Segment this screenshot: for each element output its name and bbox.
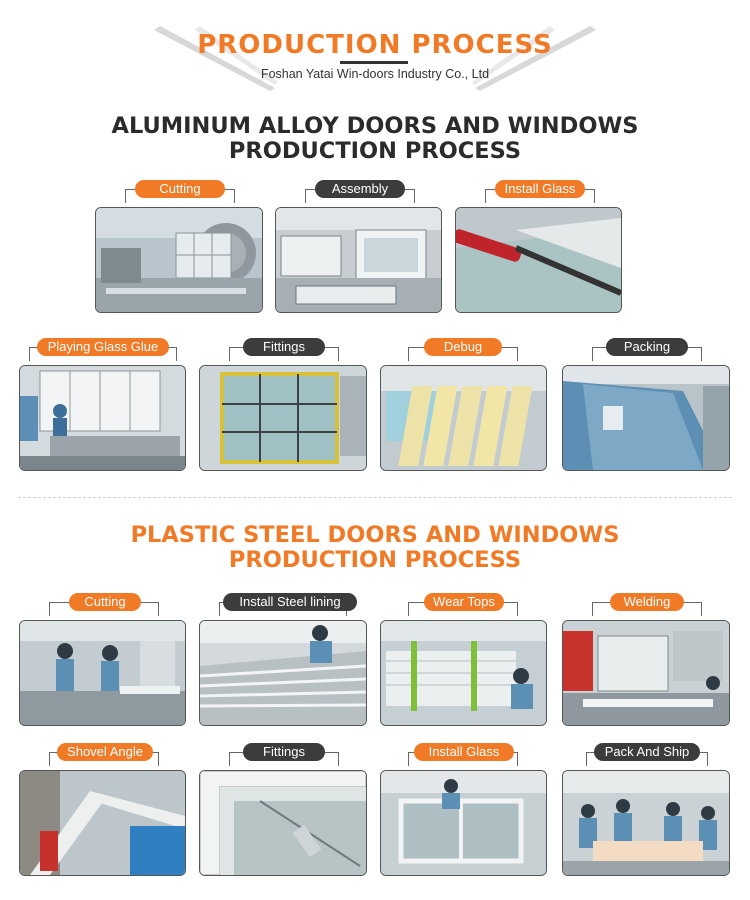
plastic-step-install-glass — [380, 744, 547, 876]
plastic-step-install-steel-lining — [199, 594, 367, 726]
step-label: Fittings — [243, 338, 325, 356]
step-label: Install Steel lining — [223, 593, 357, 611]
step-photo — [19, 770, 186, 876]
plastic-step-wear-tops — [380, 594, 547, 726]
step-photo — [275, 207, 442, 313]
step-photo — [199, 620, 367, 726]
aluminum-title-line1: ALUMINUM ALLOY DOORS AND WINDOWS — [111, 113, 639, 139]
aluminum-step-fittings — [199, 339, 367, 471]
step-photo — [199, 365, 367, 471]
step-label: Install Glass — [495, 180, 585, 198]
aluminum-step-playing-glass-glue — [19, 339, 186, 471]
plastic-step-welding — [562, 594, 730, 726]
aluminum-title-line2: PRODUCTION PROCESS — [228, 138, 522, 164]
step-photo — [95, 207, 263, 313]
step-label: Debug — [424, 338, 502, 356]
aluminum-step-assembly — [275, 181, 442, 313]
step-photo — [19, 620, 186, 726]
plastic-title-line1: PLASTIC STEEL DOORS AND WINDOWS — [130, 522, 620, 548]
step-photo — [19, 365, 186, 471]
step-label: Install Glass — [414, 743, 514, 761]
plastic-section-title — [0, 523, 750, 573]
step-label: Wear Tops — [424, 593, 504, 611]
title-underline — [340, 61, 408, 64]
step-photo — [455, 207, 622, 313]
aluminum-step-install-glass — [455, 181, 622, 313]
step-photo — [199, 770, 367, 876]
plastic-step-cutting — [19, 594, 186, 726]
aluminum-step-debug — [380, 339, 547, 471]
step-label: Cutting — [69, 593, 141, 611]
step-label: Packing — [606, 338, 688, 356]
page-title: PRODUCTION PROCESS — [197, 30, 553, 60]
step-photo — [380, 770, 547, 876]
step-label: Fittings — [243, 743, 325, 761]
aluminum-step-cutting — [95, 181, 263, 313]
step-photo — [380, 365, 547, 471]
plastic-step-shovel-angle — [19, 744, 186, 876]
step-label: Pack And Ship — [594, 743, 700, 761]
aluminum-step-packing — [562, 339, 730, 471]
plastic-step-pack-and-ship — [562, 744, 730, 876]
step-photo — [562, 365, 730, 471]
step-label: Cutting — [135, 180, 225, 198]
plastic-step-fittings — [199, 744, 367, 876]
plastic-title-line2: PRODUCTION PROCESS — [228, 547, 522, 573]
aluminum-section-title — [0, 114, 750, 164]
step-label: Shovel Angle — [57, 743, 153, 761]
page-header — [0, 0, 750, 95]
step-label: Playing Glass Glue — [37, 338, 169, 356]
step-photo — [562, 620, 730, 726]
company-name: Foshan Yatai Win-doors Industry Co., Ltd — [260, 67, 490, 81]
section-divider — [18, 497, 732, 498]
step-photo — [562, 770, 730, 876]
step-label: Welding — [610, 593, 684, 611]
step-photo — [380, 620, 547, 726]
step-label: Assembly — [315, 180, 405, 198]
